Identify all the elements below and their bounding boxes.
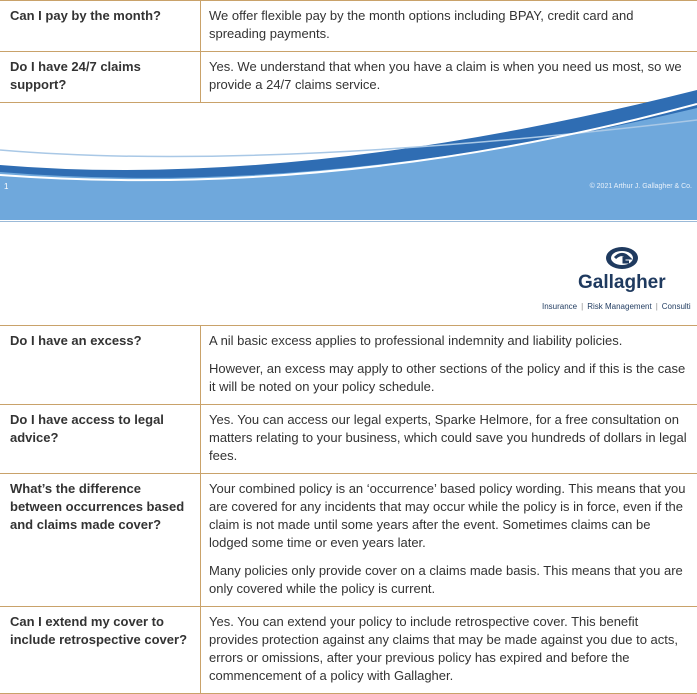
faq-question: What’s the difference between occurrences based and claims made cover?: [0, 474, 201, 607]
tagline-item: Insurance: [542, 302, 577, 311]
copyright-text: © 2021 Arthur J. Gallagher & Co.: [590, 183, 692, 190]
tagline-item: Consulti: [662, 302, 691, 311]
faq-question: Do I have an excess?: [0, 326, 201, 405]
faq-row: [0, 1, 697, 52]
answer-paragraph: A nil basic excess applies to professional indemnity and liability policies.: [209, 332, 689, 350]
faq-answer: [201, 405, 697, 474]
faq-row: [0, 326, 697, 405]
page-divider: [0, 221, 697, 222]
footer-wave-graphic: [0, 80, 697, 220]
faq-question: Can I pay by the month?: [0, 1, 201, 52]
answer-paragraph: We offer flexible pay by the month options including BPAY, credit card and spreading payments.: [209, 7, 689, 43]
answer-paragraph: However, an excess may apply to other sections of the policy and if this is the case it will be noted on your policy schedule.: [209, 360, 689, 396]
faq-row: [0, 405, 697, 474]
brand-tagline: Insurance | Risk Management | Consulti: [542, 302, 691, 311]
faq-question: Do I have access to legal advice?: [0, 405, 201, 474]
faq-answer: [201, 474, 697, 607]
faq-row: [0, 474, 697, 607]
answer-paragraph: Yes. You can access our legal experts, Sparke Helmore, for a free consultation on matters relating to your business, which could save you hundreds of dollars in legal fees.: [209, 411, 689, 465]
answer-paragraph: Many policies only provide cover on a claims made basis. This means that you are only covered while the policy is current.: [209, 562, 689, 598]
faq-answer: [201, 1, 697, 52]
answer-paragraph: Yes. You can extend your policy to include retrospective cover. This benefit provides protection against any claims that may be made against you due to acts, errors or omissions, after your previous policy has expired and before the commencement of a policy with Gallagher.: [209, 613, 689, 685]
faq-table-bottom: [0, 325, 697, 694]
faq-answer: [201, 326, 697, 405]
brand-name: Gallagher: [578, 272, 666, 294]
faq-row: [0, 607, 697, 694]
faq-answer: [201, 607, 697, 694]
gallagher-logo-icon: [605, 246, 639, 270]
faq-question: Do I have 24/7 claims support?: [0, 52, 201, 103]
answer-paragraph: Your combined policy is an ‘occurrence’ based policy wording. This means that you are covered for any incidents that may occur while the policy is in force, even if the claim is not made until some years after the event. Sometimes claims can be lodged some time or even years later.: [209, 480, 689, 552]
faq-question: Can I extend my cover to include retrospective cover?: [0, 607, 201, 694]
tagline-item: Risk Management: [587, 302, 651, 311]
page-number: 1: [4, 182, 8, 191]
answer-paragraph: Yes. We understand that when you have a claim is when you need us most, so we provide a 24/7 claims service.: [209, 58, 689, 94]
